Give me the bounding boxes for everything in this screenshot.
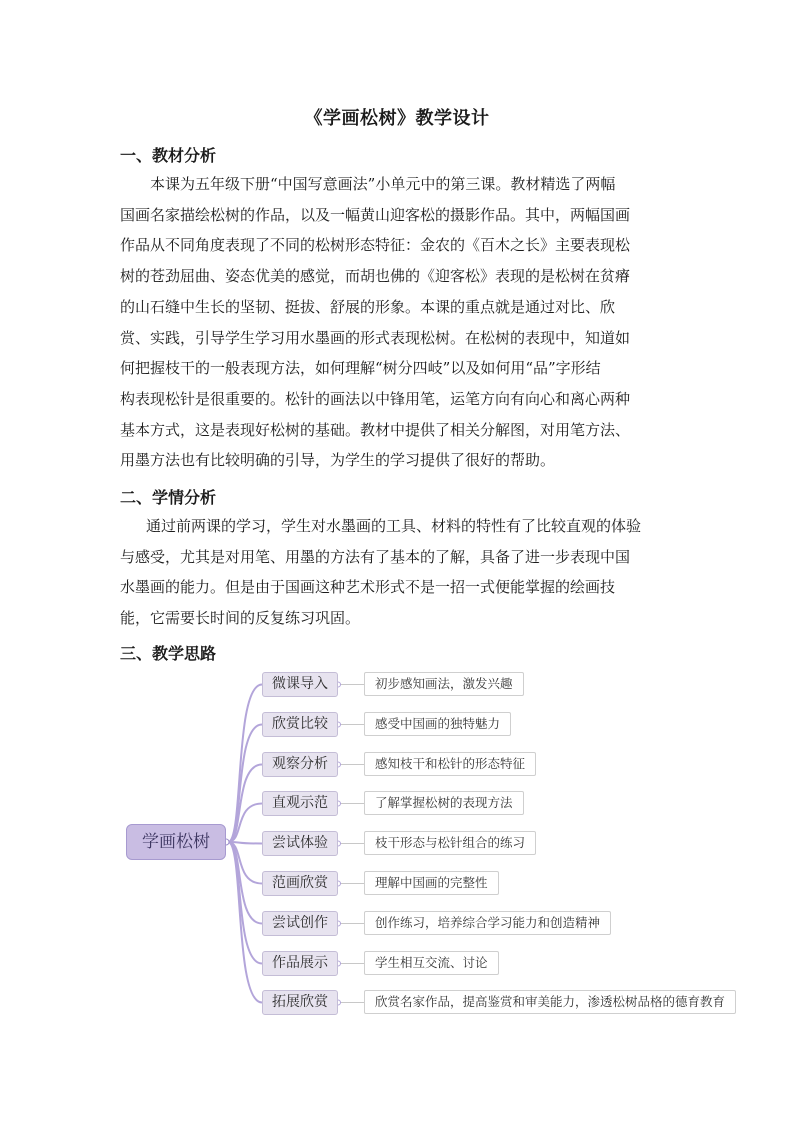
mindmap-detail-node: 创作练习，培养综合学习能力和创造精神	[364, 911, 611, 935]
mindmap-detail-node: 学生相互交流、讨论	[364, 951, 499, 975]
mindmap-branch-node: 欣赏比较	[262, 712, 338, 737]
section-heading-student-analysis: 二、学情分析	[120, 488, 217, 507]
mindmap-branch-node: 范画欣赏	[262, 871, 338, 896]
mindmap-root-node: 学画松树	[126, 824, 226, 860]
mindmap-detail-node: 枝干形态与松针组合的练习	[364, 831, 536, 855]
document-title: 《学画松树》教学设计	[304, 108, 490, 129]
mindmap-detail-node: 感受中国画的独特魅力	[364, 712, 511, 736]
paragraph-line: 国画名家描绘松树的作品，以及一幅黄山迎客松的摄影作品。其中，两幅国画	[120, 205, 631, 224]
paragraph-line: 水墨画的能力。但是由于国画这种艺术形式不是一招一式便能掌握的绘画技	[120, 578, 616, 597]
teaching-mindmap	[0, 660, 794, 1040]
mindmap-detail-node: 初步感知画法，激发兴趣	[364, 672, 524, 696]
paragraph-line: 树的苍劲屈曲、姿态优美的感觉，而胡也佛的《迎客松》表现的是松树在贫瘠	[120, 267, 631, 286]
paragraph-line: 作品从不同角度表现了不同的松树形态特征：金农的《百木之长》主要表现松	[120, 236, 631, 255]
section-body-textbook-analysis	[120, 169, 680, 476]
mindmap-branch-node: 直观示范	[262, 791, 338, 816]
mindmap-branch-node: 作品展示	[262, 951, 338, 976]
paragraph-line: 与感受，尤其是对用笔、用墨的方法有了基本的了解，具备了进一步表现中国	[120, 547, 631, 566]
paragraph-line: 的山石缝中生长的坚韧、挺拔、舒展的形象。本课的重点就是通过对比、欣	[120, 297, 616, 316]
mindmap-branch-node: 尝试创作	[262, 911, 338, 936]
mindmap-curve-connector	[228, 685, 262, 843]
paragraph-line: 基本方式，这是表现好松树的基础。教材中提供了相关分解图，对用笔方法、	[120, 420, 631, 439]
section-heading-teaching-approach: 三、教学思路	[120, 644, 217, 663]
mindmap-detail-node: 感知枝干和松针的形态特征	[364, 752, 536, 776]
mindmap-detail-node: 了解掌握松树的表现方法	[364, 791, 524, 815]
paragraph-line: 赏、实践，引导学生学习用水墨画的形式表现松树。在松树的表现中，知道如	[120, 328, 631, 347]
paragraph-line: 本课为五年级下册“中国写意画法”小单元中的第三课。教材精选了两幅	[150, 175, 616, 193]
mindmap-branch-node: 微课导入	[262, 672, 338, 697]
mindmap-detail-node: 理解中国画的完整性	[364, 871, 499, 895]
paragraph-line: 通过前两课的学习，学生对水墨画的工具、材料的特性有了比较直观的体验	[146, 517, 642, 535]
mindmap-branch-node: 拓展欣赏	[262, 990, 338, 1015]
paragraph-line: 用墨方法也有比较明确的引导，为学生的学习提供了很好的帮助。	[120, 451, 556, 470]
mindmap-branch-node: 尝试体验	[262, 831, 338, 856]
paragraph-line: 能，它需要长时间的反复练习巩固。	[120, 609, 361, 628]
mindmap-branch-node: 观察分析	[262, 752, 338, 777]
mindmap-detail-node: 欣赏名家作品，提高鉴赏和审美能力，渗透松树品格的德育教育	[364, 990, 736, 1014]
paragraph-line: 构表现松针是很重要的。松针的画法以中锋用笔，运笔方向有向心和离心两种	[120, 389, 631, 408]
section-heading-textbook-analysis: 一、教材分析	[120, 146, 217, 165]
paragraph-line: 何把握枝干的一般表现方法，如何理解“树分四岐”以及如何用“品”字形结	[120, 359, 601, 378]
section-body-student-analysis	[120, 511, 680, 634]
